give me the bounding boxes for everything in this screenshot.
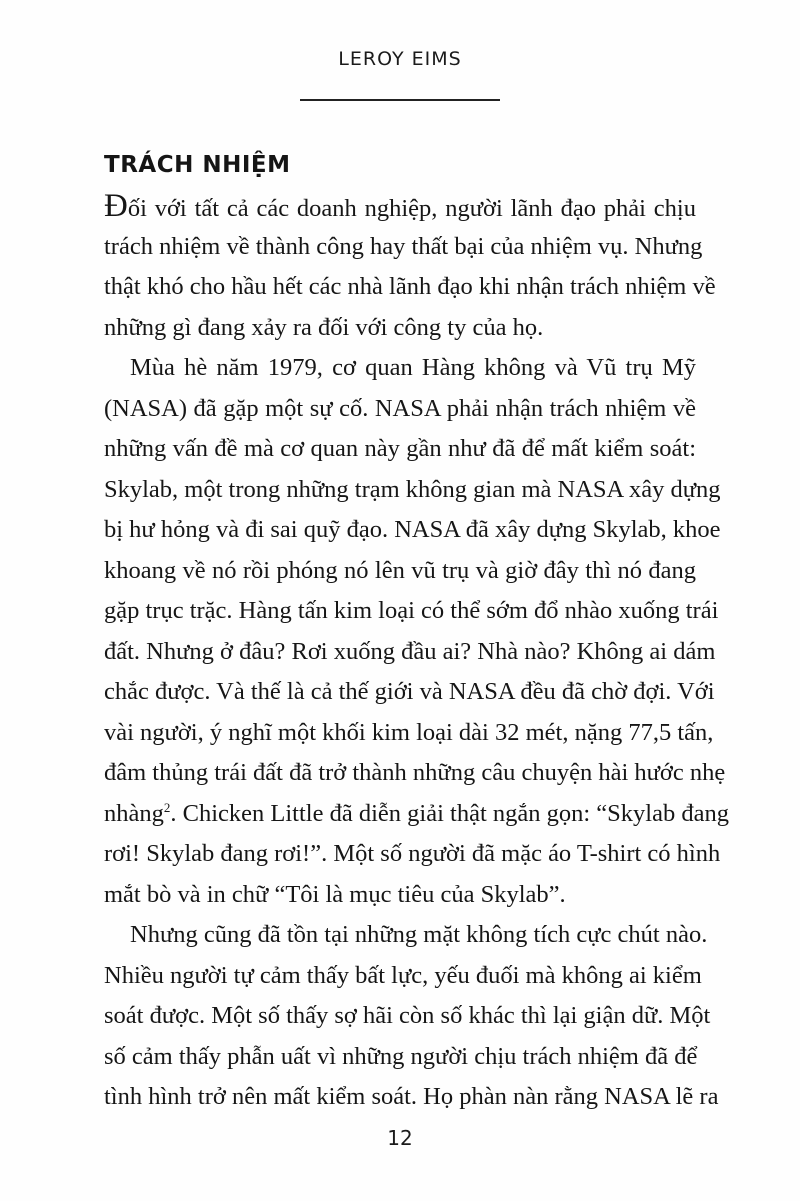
text-line: gặp trục trặc. Hàng tấn kim loại có thể sớm đổ nhào xuống trái bbox=[104, 597, 719, 624]
text-line-with-footnote: nhàng$^2$. Chicken Little đã diễn giải thật ngắn gọn: “Skylab đang bbox=[104, 799, 729, 827]
text-line: khoang về nó rồi phóng nó lên vũ trụ và giờ đây thì nó đang bbox=[104, 556, 696, 584]
section-title: TRÁCH NHIỆM bbox=[104, 152, 291, 178]
footnote-marker: 2 bbox=[163, 799, 171, 815]
body-text bbox=[104, 186, 729, 1118]
text-line: rơi! Skylab đang rơi!”. Một số người đã mặc áo T-shirt có hình bbox=[104, 840, 721, 867]
text-line: đâm thủng trái đất đã trở thành những câu chuyện hài hước nhẹ bbox=[104, 759, 726, 786]
text-line: vài người, ý nghĩ một khối kim loại dài 32 mét, nặng 77,5 tấn, bbox=[104, 718, 714, 746]
text-line: Đối với tất cả các doanh nghiệp, người lãnh đạo phải chịu bbox=[104, 188, 696, 224]
text-line: thật khó cho hầu hết các nhà lãnh đạo khi nhận trách nhiệm về bbox=[104, 273, 716, 300]
text-line: Skylab, một trong những trạm không gian mà NASA xây dựng bbox=[104, 475, 721, 503]
text-line: mắt bò và in chữ “Tôi là mục tiêu của Skylab”. bbox=[104, 880, 566, 908]
page-number: 12 bbox=[387, 1126, 413, 1150]
text-line: đất. Nhưng ở đâu? Rơi xuống đầu ai? Nhà nào? Không ai dám bbox=[104, 637, 716, 665]
text-line: tình hình trở nên mất kiểm soát. Họ phàn nàn rằng NASA lẽ ra bbox=[104, 1083, 719, 1110]
text-line: Nhiều người tự cảm thấy bất lực, yếu đuối mà không ai kiểm bbox=[104, 961, 702, 989]
text-line: trách nhiệm về thành công hay thất bại của nhiệm vụ. Nhưng bbox=[104, 232, 703, 260]
text-line: (NASA) đã gặp một sự cố. NASA phải nhận trách nhiệm về bbox=[104, 394, 696, 422]
text-line: những gì đang xảy ra đối với công ty của họ. bbox=[104, 313, 544, 341]
header-divider bbox=[300, 99, 500, 101]
text-line: soát được. Một số thấy sợ hãi còn số khác thì lại giận dữ. Một bbox=[104, 1002, 711, 1029]
text-line: những vấn đề mà cơ quan này gần như đã để mất kiểm soát: bbox=[104, 435, 696, 462]
text-line: bị hư hỏng và đi sai quỹ đạo. NASA đã xây dựng Skylab, khoe bbox=[104, 516, 721, 543]
drop-initial: Đ bbox=[104, 188, 128, 224]
text-line: Nhưng cũng đã tồn tại những mặt không tích cực chút nào. bbox=[130, 921, 708, 948]
text-line: chắc được. Và thế là cả thế giới và NASA đều đã chờ đợi. Với bbox=[104, 678, 715, 705]
text-line: Mùa hè năm 1979, cơ quan Hàng không và Vũ trụ Mỹ bbox=[130, 354, 696, 381]
text-line: số cảm thấy phẫn uất vì những người chịu trách nhiệm đã để bbox=[104, 1042, 698, 1070]
running-header: LEROY EIMS bbox=[338, 48, 462, 70]
